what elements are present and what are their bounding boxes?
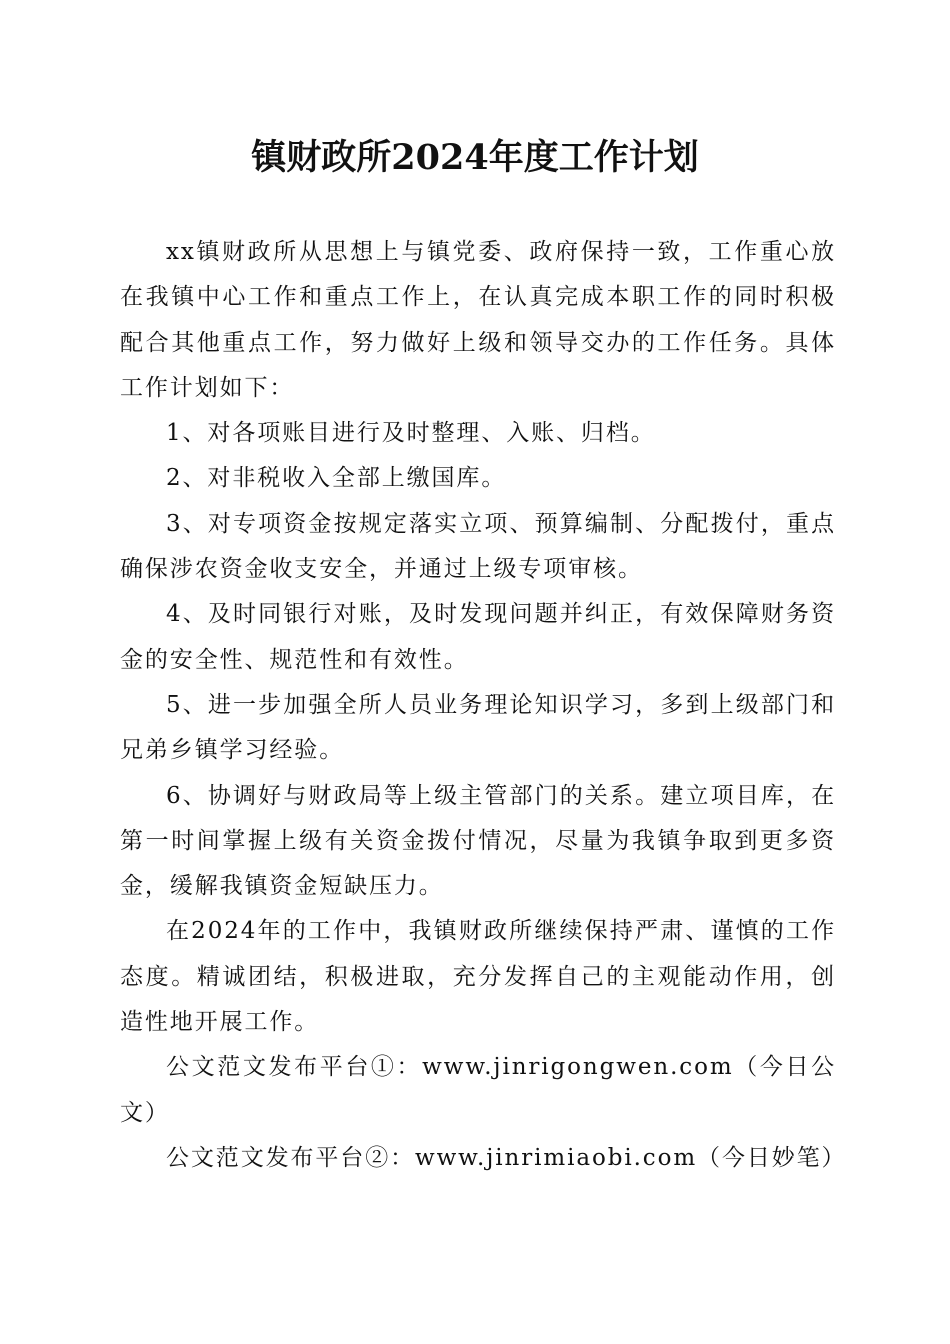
plan-item-1: 1、对各项账目进行及时整理、入账、归档。	[166, 420, 656, 447]
plan-item-2: 2、对非税收入全部上缴国库。	[166, 465, 507, 492]
plan-item-5: 5、进一步加强全所人员业务理论知识学习，多到上级部门和兄弟乡镇学习经验。	[120, 691, 836, 764]
plan-item-4: 4、及时同银行对账，及时发现问题并纠正，有效保障财务资金的安全性、规范性和有效性。	[120, 601, 836, 673]
plan-item-3: 3、对专项资金按规定落实立项、预算编制、分配拨付，重点确保涉农资金收支安全，并通过上级专项审核。	[120, 510, 836, 583]
plan-item-6: 6、协调好与财政局等上级主管部门的关系。建立项目库，在第一时间掌握上级有关资金拨付情况，尽量为我镇争取到更多资金，缓解我镇资金短缺压力。	[120, 782, 836, 900]
closing-paragraph: 在2024年的工作中，我镇财政所继续保持严肃、谨慎的工作态度。精诚团结，积极进取，充分发挥自己的主观能动作用，创造性地开展工作。	[120, 918, 836, 1036]
intro-paragraph: xx镇财政所从思想上与镇党委、政府保持一致，工作重心放在我镇中心工作和重点工作上，在认真完成本职工作的同时积极配合其他重点工作，努力做好上级和领导交办的工作任务。具体工作计划如下：	[120, 239, 836, 401]
platform-note-1: 公文范文发布平台①：www.jinrigongwen.com（今日公文）	[120, 1054, 836, 1126]
platform-note-2: 公文范文发布平台②：www.jinrimiaobi.com（今日妙笔）	[166, 1144, 847, 1171]
document-body	[120, 230, 847, 1181]
document-title: 镇财政所2024年度工作计划	[251, 137, 699, 178]
